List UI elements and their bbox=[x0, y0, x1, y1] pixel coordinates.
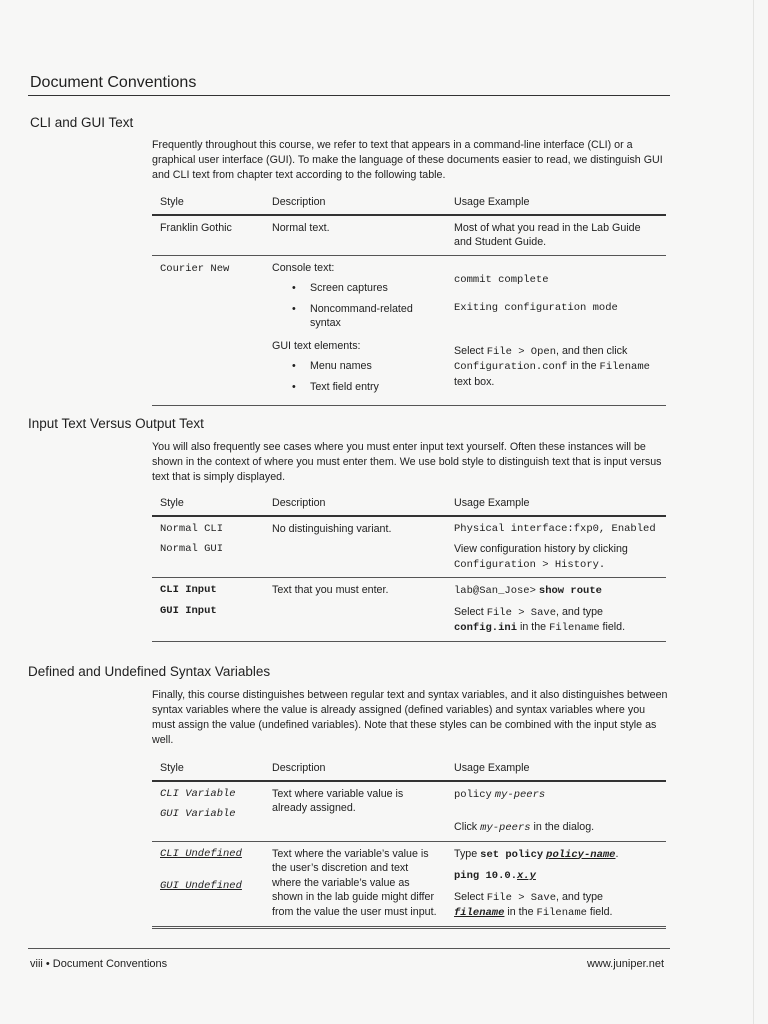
example-commit: commit complete bbox=[454, 273, 549, 286]
section-heading-input-output: Input Text Versus Output Text bbox=[28, 416, 204, 431]
column-header-usage-example: Usage Example bbox=[446, 758, 666, 781]
column-header-description: Description bbox=[264, 192, 446, 215]
footer-website: www.juniper.net bbox=[586, 958, 664, 970]
usage-example-cell bbox=[446, 578, 666, 642]
section-heading-cli-gui-text: CLI and GUI Text bbox=[30, 115, 134, 130]
description-cell: No distinguishing variant. bbox=[264, 516, 446, 578]
example-policy-my-peers: policy my-peers bbox=[454, 788, 546, 801]
bullet-item: • Screen captures bbox=[292, 281, 438, 296]
table-row bbox=[152, 841, 666, 927]
example-view-history: View configuration history by clicking Configuration > History. bbox=[454, 543, 628, 571]
example-select-open: Select File > Open, and then click Configuration.conf in the Filename text box. bbox=[454, 344, 650, 388]
column-header-description: Description bbox=[264, 758, 446, 781]
style-name: GUI Input bbox=[160, 604, 217, 617]
description-cell bbox=[264, 255, 446, 406]
section-intro-input-output: You will also frequently see cases where you must enter input text yourself. Often these instances will be shown in the context of where you must enter them. We use bold style to distinguish text that is input versus text that is simply displayed. bbox=[152, 441, 662, 483]
table-row bbox=[152, 781, 666, 842]
cli-gui-text-table bbox=[152, 192, 666, 406]
style-cell: Franklin Gothic bbox=[152, 215, 264, 256]
section-intro-syntax-variables: Finally, this course distinguishes between regular text and syntax variables, and it also distinguishes between syntax variables where the value is already assigned (defined variables) and syntax variables where you must assign the value (undefined variables). Note that these styles can be combined with the input style as well. bbox=[152, 689, 668, 746]
title-rule bbox=[28, 95, 670, 96]
example-physical-interface: Physical interface:fxp0, Enabled bbox=[454, 522, 656, 535]
section-heading-syntax-variables: Defined and Undefined Syntax Variables bbox=[28, 664, 271, 679]
input-output-table bbox=[152, 493, 666, 642]
description-cell: Text that you must enter. bbox=[264, 578, 446, 642]
table-header-row bbox=[152, 758, 666, 781]
footer-page-label: viii • Document Conventions bbox=[30, 958, 168, 970]
description-cell: Normal text. bbox=[264, 215, 446, 256]
style-name: CLI Input bbox=[160, 584, 217, 596]
style-name: Normal CLI bbox=[160, 522, 224, 535]
footer-rule bbox=[28, 948, 670, 949]
style-cell bbox=[152, 578, 264, 642]
example-select-save-filename: Select File > Save, and type filename in the Filename field. bbox=[454, 890, 613, 919]
column-header-usage-example: Usage Example bbox=[446, 192, 666, 215]
column-header-description: Description bbox=[264, 493, 446, 516]
style-name: CLI Variable bbox=[160, 787, 236, 800]
example-set-policy: Type set policy policy-name. bbox=[454, 847, 619, 861]
page-title: Document Conventions bbox=[30, 74, 197, 91]
console-text-label: Console text: bbox=[272, 261, 335, 274]
table-row bbox=[152, 255, 666, 406]
example-click-my-peers: Click my-peers in the dialog. bbox=[454, 821, 595, 834]
column-header-style: Style bbox=[152, 758, 264, 781]
style-name: GUI Variable bbox=[160, 808, 236, 820]
table-header-row bbox=[152, 493, 666, 516]
example-exiting: Exiting configuration mode bbox=[454, 302, 618, 314]
section-intro-cli-gui-text: Frequently throughout this course, we refer to text that appears in a command-line interface (CLI) or a graphical user interface (GUI). To make the language of these documents easier to read, we distinguish GUI and CLI text from chapter text according to the following table. bbox=[152, 139, 663, 181]
description-cell: Text where the variable’s value is the user’s discretion and text where the variable’s value as shown in the lab guide might differ from the value the user must input. bbox=[264, 841, 446, 927]
style-name: Normal GUI bbox=[160, 543, 224, 555]
style-cell bbox=[152, 516, 264, 578]
usage-example-cell bbox=[446, 516, 666, 578]
table-header-row bbox=[152, 192, 666, 215]
table-row bbox=[152, 578, 666, 642]
usage-example-cell bbox=[446, 255, 666, 406]
page-edge-line bbox=[753, 0, 754, 1024]
column-header-style: Style bbox=[152, 493, 264, 516]
example-show-route: lab@San_Jose> show route bbox=[454, 585, 602, 597]
gui-elements-label: GUI text elements: bbox=[272, 339, 361, 352]
usage-example-cell bbox=[446, 841, 666, 927]
style-cell bbox=[152, 255, 264, 406]
style-name: Courier New bbox=[160, 262, 230, 275]
table-row bbox=[152, 516, 666, 578]
usage-example-cell: Most of what you read in the Lab Guide and Student Guide. bbox=[446, 215, 666, 256]
usage-example-cell bbox=[446, 781, 666, 842]
description-cell: Text where variable value is already assigned. bbox=[264, 781, 446, 842]
bullet-item: • Noncommand-related syntax bbox=[292, 302, 438, 331]
style-name: GUI Undefined bbox=[160, 880, 242, 892]
example-select-save: Select File > Save, and type config.ini in the Filename field. bbox=[454, 605, 626, 634]
syntax-variables-table bbox=[152, 758, 666, 929]
table-row bbox=[152, 215, 666, 256]
bullet-item: • Text field entry bbox=[292, 380, 438, 395]
style-cell bbox=[152, 781, 264, 842]
column-header-usage-example: Usage Example bbox=[446, 493, 666, 516]
style-cell bbox=[152, 841, 264, 927]
example-ping: ping 10.0.x.y bbox=[454, 870, 536, 882]
style-name: CLI Undefined bbox=[160, 847, 242, 860]
column-header-style: Style bbox=[152, 192, 264, 215]
bullet-item: • Menu names bbox=[292, 359, 438, 374]
